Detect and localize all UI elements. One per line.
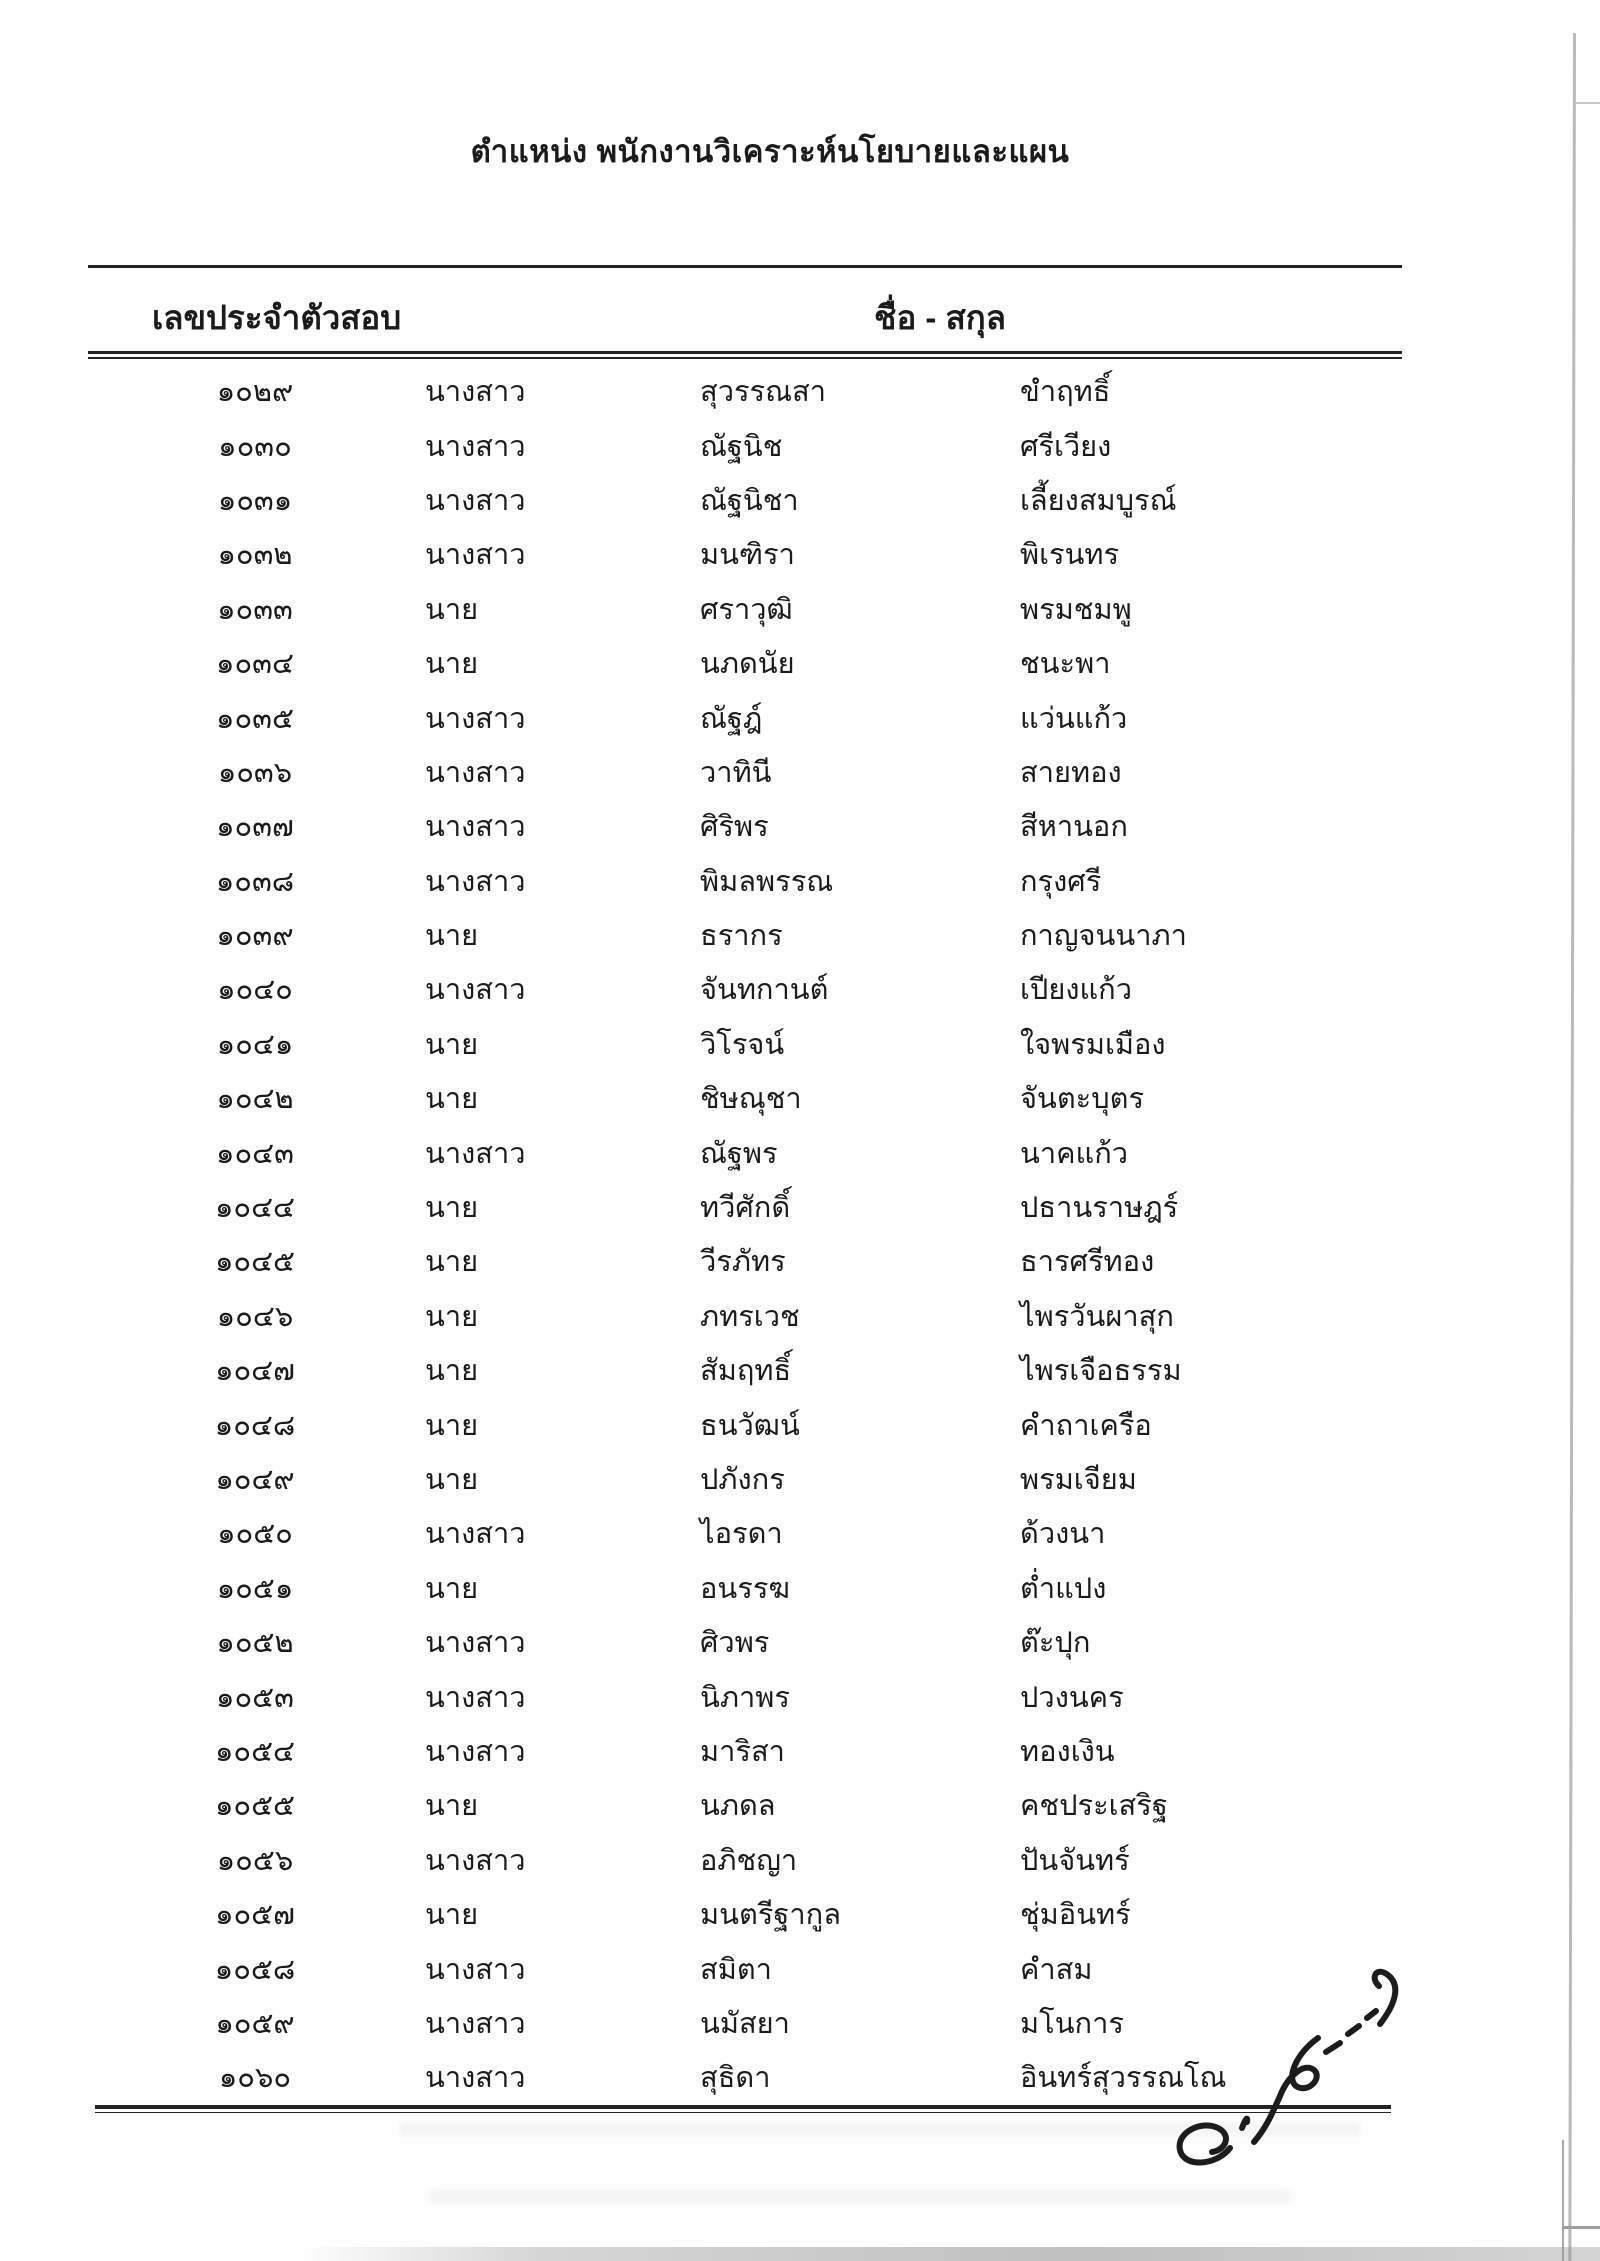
- title-cell: นาย: [425, 1899, 479, 1932]
- exam-id-cell: ๑๐๓๙: [216, 920, 294, 953]
- first-name-cell: ทวีศักดิ์: [700, 1192, 791, 1225]
- last-name-cell: ขำฤทธิ์: [1020, 376, 1111, 409]
- first-name-cell: ปภังกร: [700, 1464, 785, 1496]
- table-row: [0, 1017, 1600, 1071]
- title-cell: นางสาว: [425, 1681, 526, 1714]
- title-cell: นางสาว: [425, 974, 526, 1007]
- exam-id-cell: ๑๐๔๙: [215, 1464, 295, 1496]
- last-name-cell: สีหานอก: [1020, 811, 1128, 844]
- title-cell: นาย: [425, 1192, 479, 1225]
- title-cell: นางสาว: [425, 865, 526, 898]
- exam-id-cell: ๑๐๕๖: [216, 1844, 294, 1877]
- first-name-cell: มาริสา: [700, 1735, 785, 1768]
- exam-id-cell: ๑๐๕๙: [215, 2007, 295, 2040]
- title-cell: นาย: [425, 593, 479, 626]
- first-name-cell: สุธิดา: [700, 2062, 771, 2095]
- title-cell: นางสาว: [425, 484, 526, 517]
- column-header-name: ชื่อ - สกุล: [874, 299, 1006, 336]
- title-cell: นาย: [425, 1790, 479, 1823]
- table-row: [0, 1452, 1600, 1506]
- last-name-cell: กาญจนนาภา: [1020, 920, 1187, 953]
- title-cell: นางสาว: [425, 376, 526, 409]
- exam-id-cell: ๑๐๔๓: [216, 1137, 294, 1170]
- exam-id-cell: ๑๐๔๕: [214, 1246, 295, 1279]
- column-header-exam-id: เลขประจำตัวสอบ: [152, 299, 402, 336]
- title-cell: นางสาว: [425, 1735, 526, 1768]
- table-row: [0, 1343, 1600, 1397]
- last-name-cell: ชุ่มอินทร์: [1020, 1899, 1131, 1932]
- last-name-cell: แว่นแก้ว: [1020, 702, 1128, 735]
- first-name-cell: ธนวัฒน์: [700, 1409, 800, 1442]
- title-cell: นางสาว: [425, 702, 526, 735]
- first-name-cell: มนตรีฐากูล: [700, 1899, 841, 1932]
- exam-id-cell: ๑๐๓๐: [218, 430, 292, 463]
- exam-id-cell: ๑๐๔๑: [216, 1028, 294, 1061]
- last-name-cell: มโนการ: [1020, 2007, 1124, 2040]
- first-name-cell: ศิริพร: [700, 811, 769, 844]
- exam-id-cell: ๑๐๓๗: [216, 811, 294, 844]
- exam-id-cell: ๑๐๓๓: [217, 593, 293, 626]
- exam-id-cell: ๑๐๕๕: [214, 1790, 295, 1823]
- table-row: [0, 745, 1600, 799]
- exam-id-cell: ๑๐๕๔: [214, 1735, 295, 1768]
- first-name-cell: สัมฤทธิ์: [700, 1355, 792, 1388]
- first-name-cell: นภดนัย: [700, 648, 795, 681]
- scan-artifact-vertical-line-bottom: [1562, 2140, 1564, 2261]
- table-row: [0, 1506, 1600, 1560]
- last-name-cell: พรมชมพู: [1020, 593, 1132, 626]
- table-row: [0, 799, 1600, 853]
- first-name-cell: ชิษณุชา: [700, 1083, 802, 1116]
- first-name-cell: ณัฐฎ์: [700, 702, 763, 735]
- scan-artifact-horizontal-tick-bottom: [1562, 2226, 1600, 2229]
- last-name-cell: คชประเสริฐ: [1020, 1790, 1168, 1823]
- title-cell: นางสาว: [425, 2007, 526, 2040]
- exam-id-cell: ๑๐๔๒: [216, 1083, 294, 1116]
- title-cell: นาย: [425, 648, 479, 681]
- last-name-cell: อินทร์สุวรรณโณ: [1020, 2062, 1227, 2095]
- exam-id-cell: ๑๐๔๘: [214, 1409, 296, 1442]
- table-row: [0, 690, 1600, 744]
- last-name-cell: ต่ำแปง: [1020, 1572, 1107, 1605]
- table-row: [0, 1125, 1600, 1179]
- title-cell: นางสาว: [425, 1953, 526, 1986]
- first-name-cell: นิภาพร: [700, 1681, 790, 1714]
- first-name-cell: มนฑิรา: [700, 539, 795, 572]
- table-row: [0, 1397, 1600, 1451]
- title-cell: นาย: [425, 920, 479, 953]
- header-double-rule-bottom: [88, 357, 1402, 359]
- last-name-cell: ปธานราษฎร์: [1020, 1192, 1179, 1225]
- exam-id-cell: ๑๐๕๓: [216, 1681, 294, 1714]
- first-name-cell: ณัฐนิชา: [700, 484, 799, 517]
- exam-id-cell: ๑๐๓๒: [217, 539, 293, 572]
- bleed-through-artifact: [430, 2190, 1290, 2204]
- title-cell: นางสาว: [425, 1518, 526, 1551]
- exam-id-cell: ๑๐๓๕: [216, 702, 294, 735]
- table-header-row: [0, 283, 1600, 343]
- last-name-cell: คำถาเครือ: [1020, 1409, 1152, 1442]
- exam-id-cell: ๑๐๔๔: [214, 1192, 295, 1225]
- last-name-cell: ชนะพา: [1020, 648, 1111, 681]
- last-name-cell: ปันจันทร์: [1020, 1844, 1130, 1877]
- first-name-cell: ธรากร: [700, 920, 783, 953]
- first-name-cell: ศิวพร: [700, 1627, 770, 1660]
- title-cell: นาย: [425, 1083, 479, 1116]
- title-cell: นาย: [425, 1246, 479, 1279]
- last-name-cell: ศรีเวียง: [1020, 430, 1112, 463]
- last-name-cell: กรุงศรี: [1020, 865, 1102, 898]
- last-name-cell: ไพรวันผาสุก: [1020, 1300, 1174, 1333]
- table-row: [0, 962, 1600, 1016]
- exam-id-cell: ๑๐๕๐: [217, 1518, 293, 1551]
- exam-id-cell: ๑๐๔๗: [215, 1355, 295, 1388]
- first-name-cell: นมัสยา: [700, 2007, 790, 2040]
- last-name-cell: สายทอง: [1020, 756, 1122, 789]
- exam-id-cell: ๑๐๔๐: [217, 974, 293, 1007]
- exam-id-cell: ๑๐๕๗: [215, 1899, 295, 1932]
- table-row: [0, 1887, 1600, 1941]
- title-cell: นางสาว: [425, 756, 526, 789]
- scan-artifact-horizontal-tick: [1575, 102, 1600, 104]
- table-row: [0, 582, 1600, 636]
- first-name-cell: ศราวุฒิ: [700, 593, 793, 626]
- table-row: [0, 1234, 1600, 1288]
- table-row: [0, 1071, 1600, 1125]
- last-name-cell: คำสม: [1020, 1953, 1093, 1986]
- last-name-cell: พิเรนทร: [1020, 539, 1120, 572]
- last-name-cell: ต๊ะปุก: [1020, 1627, 1091, 1660]
- exam-id-cell: ๑๐๕๘: [214, 1953, 296, 1986]
- exam-id-cell: ๑๐๕๑: [216, 1572, 294, 1605]
- title-cell: นางสาว: [425, 539, 526, 572]
- first-name-cell: พิมลพรรณ: [700, 865, 834, 898]
- table-row: [0, 854, 1600, 908]
- table-body: [0, 364, 1600, 2106]
- last-name-cell: ใจพรมเมือง: [1020, 1028, 1166, 1061]
- title-cell: นาย: [425, 1409, 479, 1442]
- first-name-cell: จันทกานต์: [700, 974, 829, 1007]
- title-cell: นางสาว: [425, 2062, 526, 2095]
- exam-id-cell: ๑๐๔๖: [216, 1300, 294, 1333]
- table-row: [0, 1724, 1600, 1778]
- title-cell: นางสาว: [425, 1844, 526, 1877]
- first-name-cell: ณัฐนิช: [700, 430, 783, 463]
- exam-id-cell: ๑๐๓๘: [215, 865, 295, 898]
- header-double-rule-top: [88, 351, 1402, 354]
- table-row: [0, 1778, 1600, 1832]
- handwritten-signature: [1168, 1962, 1424, 2182]
- first-name-cell: อนรรฆ: [700, 1572, 790, 1605]
- title-cell: นางสาว: [425, 811, 526, 844]
- table-row: [0, 1669, 1600, 1723]
- table-row: [0, 1561, 1600, 1615]
- title-cell: นาย: [425, 1355, 479, 1388]
- table-top-rule: [88, 265, 1402, 268]
- exam-id-cell: ๑๐๓๑: [217, 484, 293, 517]
- table-row: [0, 418, 1600, 472]
- title-cell: นางสาว: [425, 430, 526, 463]
- position-title: ตำแหน่ง พนักงานวิเคราะห์นโยบายและแผน: [470, 134, 1070, 169]
- exam-id-cell: ๑๐๓๖: [217, 756, 293, 789]
- last-name-cell: ทองเงิน: [1020, 1735, 1115, 1768]
- table-row: [0, 1615, 1600, 1669]
- table-row: [0, 1289, 1600, 1343]
- last-name-cell: ธารศรีทอง: [1020, 1246, 1155, 1279]
- last-name-cell: พรมเจียม: [1020, 1464, 1137, 1496]
- title-cell: นางสาว: [425, 1137, 526, 1170]
- title-cell: นางสาว: [425, 1627, 526, 1660]
- last-name-cell: ไพรเจือธรรม: [1020, 1355, 1182, 1388]
- first-name-cell: วาทินี: [700, 756, 772, 789]
- last-name-cell: เปียงแก้ว: [1020, 974, 1133, 1007]
- last-name-cell: จันตะบุตร: [1020, 1083, 1145, 1116]
- table-row: [0, 527, 1600, 581]
- table-row: [0, 1833, 1600, 1887]
- first-name-cell: อภิชญา: [700, 1844, 798, 1877]
- table-row: [0, 908, 1600, 962]
- first-name-cell: ภทรเวช: [700, 1300, 800, 1333]
- last-name-cell: ด้วงนา: [1020, 1518, 1106, 1551]
- exam-id-cell: ๑๐๓๔: [216, 648, 294, 681]
- last-name-cell: นาคแก้ว: [1020, 1137, 1129, 1170]
- first-name-cell: ไอรดา: [700, 1518, 783, 1551]
- first-name-cell: วิโรจน์: [700, 1028, 785, 1061]
- last-name-cell: เลี้ยงสมบูรณ์: [1020, 484, 1177, 517]
- first-name-cell: นภดล: [700, 1790, 776, 1823]
- title-cell: นาย: [425, 1300, 479, 1333]
- first-name-cell: วีรภัทร: [700, 1246, 786, 1279]
- title-cell: นาย: [425, 1028, 479, 1061]
- last-name-cell: ปวงนคร: [1020, 1681, 1124, 1714]
- title-cell: นาย: [425, 1464, 479, 1496]
- table-row: [0, 473, 1600, 527]
- table-row: [0, 636, 1600, 690]
- first-name-cell: ณัฐพร: [700, 1137, 778, 1170]
- exam-id-cell: ๑๐๖๐: [218, 2062, 292, 2095]
- first-name-cell: สุวรรณสา: [700, 376, 827, 409]
- title-cell: นาย: [425, 1572, 479, 1605]
- table-row: [0, 364, 1600, 418]
- scan-artifact-bottom-band: [300, 2247, 1600, 2261]
- exam-id-cell: ๑๐๕๒: [216, 1627, 294, 1660]
- table-row: [0, 1180, 1600, 1234]
- first-name-cell: สมิตา: [700, 1953, 772, 1986]
- exam-id-cell: ๑๐๒๙: [216, 376, 294, 409]
